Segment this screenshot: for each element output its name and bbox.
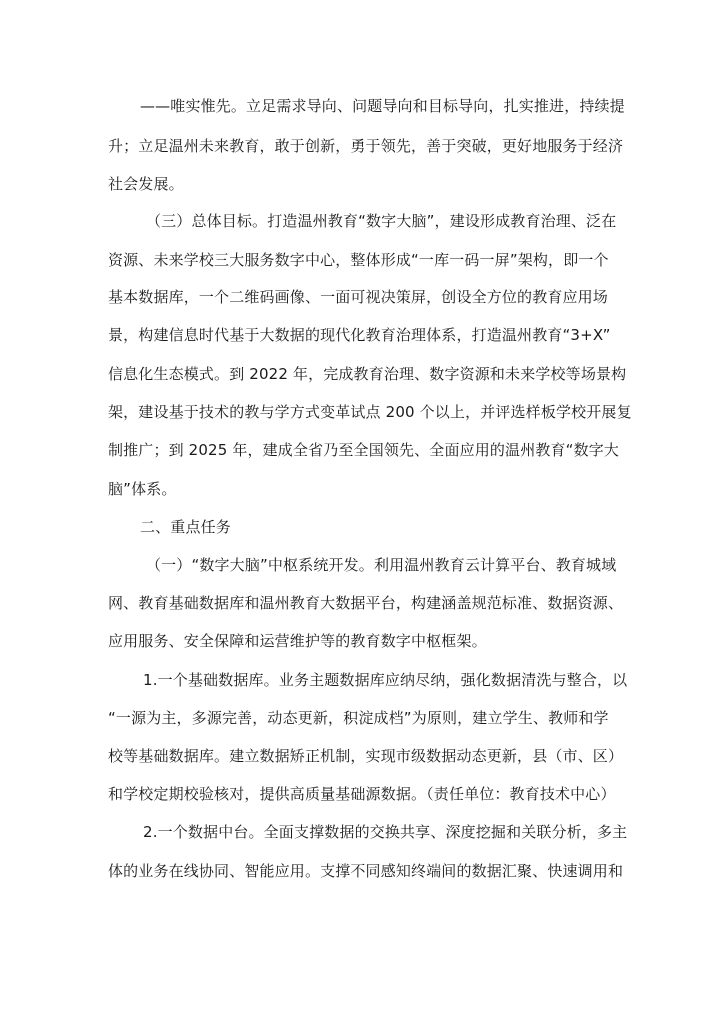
paragraph-line: 架，建设基于技术的教与学方式变革试点 200 个以上，并评选样板学校开展复 xyxy=(108,403,632,421)
section-heading-line: （一）“数字大脑”中枢系统开发。利用温州教育云计算平台、教育城域 xyxy=(146,556,617,574)
list-item-line: 1.一个基础数据库。业务主题数据库应纳尽纳，强化数据清洗与整合，以 xyxy=(143,671,628,689)
paragraph-line: 应用服务、安全保障和运营维护等的教育数字中枢框架。 xyxy=(108,632,487,650)
paragraph-line: ——唯实惟先。立足需求导向、问题导向和目标导向，扎实推进，持续提 xyxy=(140,97,625,115)
paragraph-line: 景，构建信息时代基于大数据的现代化教育治理体系，打造温州教育“3+X” xyxy=(108,326,611,344)
paragraph-line: 脑”体系。 xyxy=(108,480,177,498)
paragraph-line: 升；立足温州未来教育，敢于创新，勇于领先，善于突破，更好地服务于经济 xyxy=(108,137,624,155)
paragraph-line: 和学校定期校验核对，提供高质量基础源数据。（责任单位：教育技术中心） xyxy=(108,785,616,803)
paragraph-line: 社会发展。 xyxy=(108,175,184,193)
paragraph-line: 基本数据库，一个二维码画像、一面可视决策屏，创设全方位的教育应用场 xyxy=(108,288,608,306)
section-heading-line: （三）总体目标。打造温州教育“数字大脑”，建设形成教育治理、泛在 xyxy=(146,212,617,230)
paragraph-line: 资源、未来学校三大服务数字中心，整体形成“一库一码一屏”架构，即一个 xyxy=(108,251,609,269)
paragraph-line: 网、教育基础数据库和温州教育大数据平台，构建涵盖规范标准、数据资源、 xyxy=(108,594,624,612)
section-title: 二、重点任务 xyxy=(140,518,231,536)
paragraph-line: “一源为主，多源完善，动态更新，积淀成档”为原则，建立学生、教师和学 xyxy=(108,709,609,727)
paragraph-line: 制推广；到 2025 年，建成全省乃至全国领先、全面应用的温州教育“数字大 xyxy=(108,441,620,459)
list-item-line: 2.一个数据中台。全面支撑数据的交换共享、深度挖掘和关联分析，多主 xyxy=(143,823,628,841)
paragraph-line: 信息化生态模式。到 2022 年，完成教育治理、数字资源和未来学校等场景构 xyxy=(108,365,627,383)
paragraph-line: 校等基础数据库。建立数据矫正机制，实现市级数据动态更新，县（市、区） xyxy=(108,747,624,765)
paragraph-line: 体的业务在线协同、智能应用。支撑不同感知终端间的数据汇聚、快速调用和 xyxy=(108,862,624,880)
